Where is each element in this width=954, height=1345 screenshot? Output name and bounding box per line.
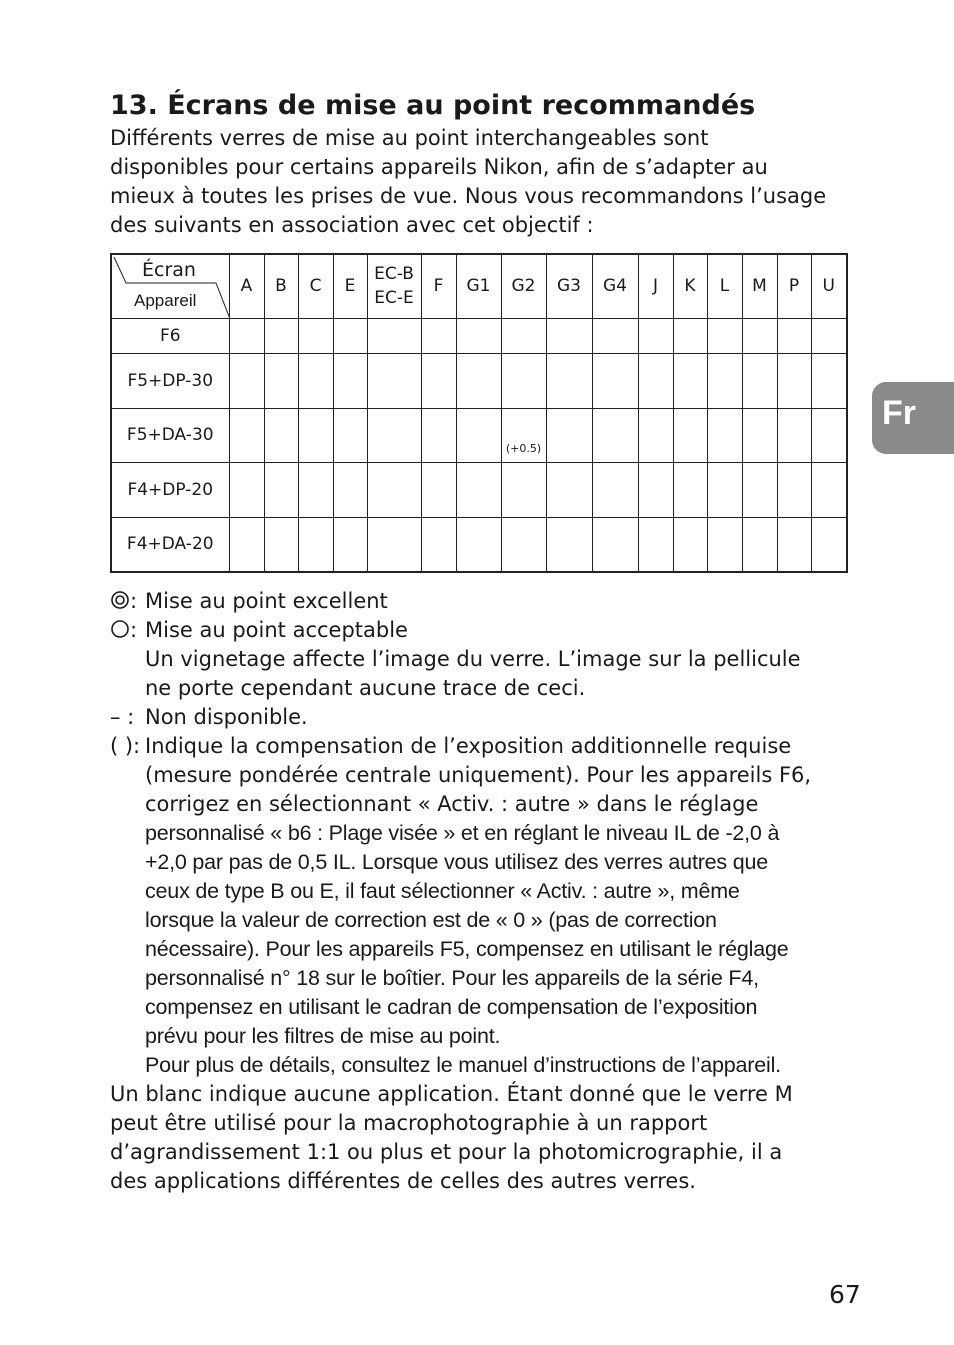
- column-header: E: [333, 254, 367, 318]
- table-cell: [333, 517, 367, 572]
- table-cell: [264, 353, 298, 408]
- table-cell: [546, 408, 592, 462]
- legend-parentheses: [110, 732, 850, 761]
- intro-paragraph: [110, 124, 850, 240]
- table-cell: [367, 353, 421, 408]
- table-cell: [421, 353, 456, 408]
- legend-acceptable-note: Un vignetage affecte l’image du verre. L’image sur la pellicule: [145, 647, 801, 671]
- table-cell: [501, 318, 546, 353]
- double-circle-icon: [110, 590, 130, 610]
- table-cell: [707, 318, 742, 353]
- exposure-compensation-note: (+0.5): [505, 442, 542, 455]
- closing-line: peut être utilisé pour la macrophotographie à un rapport: [110, 1111, 708, 1135]
- table-cell: [456, 353, 501, 408]
- legend-paren-line: nécessaire). Pour les appareils F5, compensez en utilisant le réglage: [145, 937, 789, 961]
- legend-unavailable-text: Non disponible.: [145, 705, 308, 729]
- table-cell: [421, 318, 456, 353]
- column-header: B: [264, 254, 298, 318]
- table-cell: [546, 353, 592, 408]
- table-cell: [501, 353, 546, 408]
- table-cell: [742, 408, 777, 462]
- intro-line: mieux à toutes les prises de vue. Nous vous recommandons l’usage: [110, 184, 827, 208]
- table-cell: [501, 408, 546, 462]
- table-row: [111, 408, 847, 462]
- focusing-screen-table: [110, 253, 848, 573]
- circle-icon: [110, 619, 130, 639]
- dash-symbol: – :: [110, 705, 135, 729]
- corner-screen-label: Écran: [142, 259, 196, 281]
- table-cell: [264, 462, 298, 517]
- table-cell: [811, 462, 847, 517]
- table-cell: [811, 517, 847, 572]
- table-cell: [501, 517, 546, 572]
- table-cell: [367, 318, 421, 353]
- intro-line: Différents verres de mise au point interchangeables sont: [110, 126, 709, 150]
- table-cell: [421, 517, 456, 572]
- legend-acceptable: [110, 616, 850, 645]
- legend-paren-line: Indique la compensation de l’exposition additionnelle requise: [145, 734, 792, 758]
- table-cell: [673, 408, 707, 462]
- table-cell: [264, 408, 298, 462]
- table-cell: [777, 408, 811, 462]
- table-cell: [673, 462, 707, 517]
- table-cell: [367, 462, 421, 517]
- table-cell: [811, 353, 847, 408]
- page-number: 67: [829, 1280, 861, 1309]
- column-header: EC-E: [374, 288, 414, 309]
- table-cell: [777, 318, 811, 353]
- table-cell: [707, 462, 742, 517]
- table-cell: [456, 318, 501, 353]
- table-cell: [264, 517, 298, 572]
- table-cell: [298, 353, 333, 408]
- table-cell: [673, 353, 707, 408]
- row-label: F6: [111, 318, 229, 353]
- legend-details: Pour plus de détails, consultez le manuel d’instructions de l’appareil.: [145, 1053, 781, 1077]
- table-cell: [501, 462, 546, 517]
- table-cell: [333, 353, 367, 408]
- table-cell: [742, 462, 777, 517]
- table-cell: [707, 353, 742, 408]
- column-header: L: [707, 254, 742, 318]
- legend-paren-line: +2,0 par pas de 0,5 IL. Lorsque vous utilisez des verres autres que: [145, 850, 769, 874]
- closing-line: des applications différentes de celles des autres verres.: [110, 1169, 696, 1193]
- table-cell: [367, 408, 421, 462]
- legend-excellent-text: Mise au point excellent: [145, 589, 388, 613]
- intro-line: des suivants en association avec cet objectif :: [110, 213, 594, 237]
- column-header: P: [777, 254, 811, 318]
- corner-camera-label: Appareil: [134, 291, 197, 310]
- column-header: F: [421, 254, 456, 318]
- table-cell: [298, 517, 333, 572]
- table-cell: [638, 408, 673, 462]
- table-cell: [742, 517, 777, 572]
- table-cell: [421, 408, 456, 462]
- language-tab-label: Fr: [882, 394, 916, 432]
- row-label: F5+DP-30: [111, 353, 229, 408]
- intro-line: disponibles pour certains appareils Nikon, afin de s’adapter au: [110, 155, 768, 179]
- table-cell: [546, 318, 592, 353]
- table-cell: [298, 318, 333, 353]
- row-label: F5+DA-30: [111, 408, 229, 462]
- table-cell: [777, 353, 811, 408]
- table-cell: [456, 517, 501, 572]
- table-cell: [229, 318, 264, 353]
- table-cell: [742, 318, 777, 353]
- legend-separator: :: [130, 589, 138, 613]
- column-header: C: [298, 254, 333, 318]
- table-cell: [811, 408, 847, 462]
- table-row: [111, 462, 847, 517]
- table-cell: [811, 318, 847, 353]
- table-cell: [333, 408, 367, 462]
- table-cell: [546, 517, 592, 572]
- legend-paren-line: lorsque la valeur de correction est de « 0 » (pas de correction: [145, 908, 717, 932]
- table-cell: [367, 517, 421, 572]
- legend-acceptable-note: ne porte cependant aucune trace de ceci.: [145, 676, 586, 700]
- row-label: F4+DP-20: [111, 462, 229, 517]
- legend-acceptable-text: Mise au point acceptable: [145, 618, 408, 642]
- legend-paren-line: (mesure pondérée centrale uniquement). Pour les appareils F6,: [145, 763, 812, 787]
- table-row: [111, 318, 847, 353]
- table-cell: [456, 408, 501, 462]
- column-header-ec: [367, 254, 421, 318]
- legend-separator: :: [130, 618, 138, 642]
- legend-paren-line: ceux de type B ou E, il faut sélectionner « Activ. : autre », même: [145, 879, 740, 903]
- table-cell: [421, 462, 456, 517]
- table-cell: [673, 517, 707, 572]
- column-header: G3: [546, 254, 592, 318]
- table-cell: [298, 408, 333, 462]
- table-cell: [229, 408, 264, 462]
- column-header: J: [638, 254, 673, 318]
- table-cell: [333, 318, 367, 353]
- table-cell: [707, 408, 742, 462]
- column-header: G2: [501, 254, 546, 318]
- closing-line: Un blanc indique aucune application. Étant donné que le verre M: [110, 1082, 793, 1106]
- parentheses-symbol: ( ):: [110, 734, 141, 758]
- table-cell: [707, 517, 742, 572]
- table-cell: [592, 462, 638, 517]
- column-header: M: [742, 254, 777, 318]
- table-cell: [777, 462, 811, 517]
- table-cell: [333, 462, 367, 517]
- column-header: G4: [592, 254, 638, 318]
- table-corner-header: [111, 254, 229, 318]
- language-tab: [872, 382, 954, 454]
- closing-line: d’agrandissement 1:1 ou plus et pour la photomicrographie, il a: [110, 1140, 783, 1164]
- table-cell: [592, 408, 638, 462]
- table-cell: [742, 353, 777, 408]
- table-cell: [638, 318, 673, 353]
- table-cell: [229, 462, 264, 517]
- table-cell: [229, 353, 264, 408]
- table-cell: [777, 517, 811, 572]
- table-cell: [592, 353, 638, 408]
- table-cell: [638, 462, 673, 517]
- legend-unavailable: [110, 703, 850, 732]
- legend-paren-line: corrigez en sélectionnant « Activ. : autre » dans le réglage: [145, 792, 759, 816]
- legend-excellent: [110, 587, 850, 616]
- legend: [110, 587, 850, 1196]
- legend-paren-line: personnalisé « b6 : Plage visée » et en réglant le niveau IL de -2,0 à: [145, 821, 780, 845]
- legend-paren-line: personnalisé n° 18 sur le boîtier. Pour les appareils de la série F4,: [145, 966, 759, 990]
- page-title: 13. Écrans de mise au point recommandés: [110, 90, 756, 121]
- table-cell: [592, 318, 638, 353]
- column-header: K: [673, 254, 707, 318]
- table-cell: [638, 517, 673, 572]
- column-header: A: [229, 254, 264, 318]
- table-cell: [673, 318, 707, 353]
- legend-paren-line: prévu pour les filtres de mise au point.: [145, 1024, 501, 1048]
- table-cell: [592, 517, 638, 572]
- column-header: U: [811, 254, 847, 318]
- legend-paren-line: compensez en utilisant le cadran de compensation de l’exposition: [145, 995, 758, 1019]
- column-header: EC-B: [374, 264, 414, 285]
- table-row: [111, 517, 847, 572]
- table-cell: [229, 517, 264, 572]
- table-cell: [638, 353, 673, 408]
- table-cell: [456, 462, 501, 517]
- row-label: F4+DA-20: [111, 517, 229, 572]
- table-cell: [264, 318, 298, 353]
- table-row: [111, 353, 847, 408]
- column-header: G1: [456, 254, 501, 318]
- table-cell: [546, 462, 592, 517]
- table-cell: [298, 462, 333, 517]
